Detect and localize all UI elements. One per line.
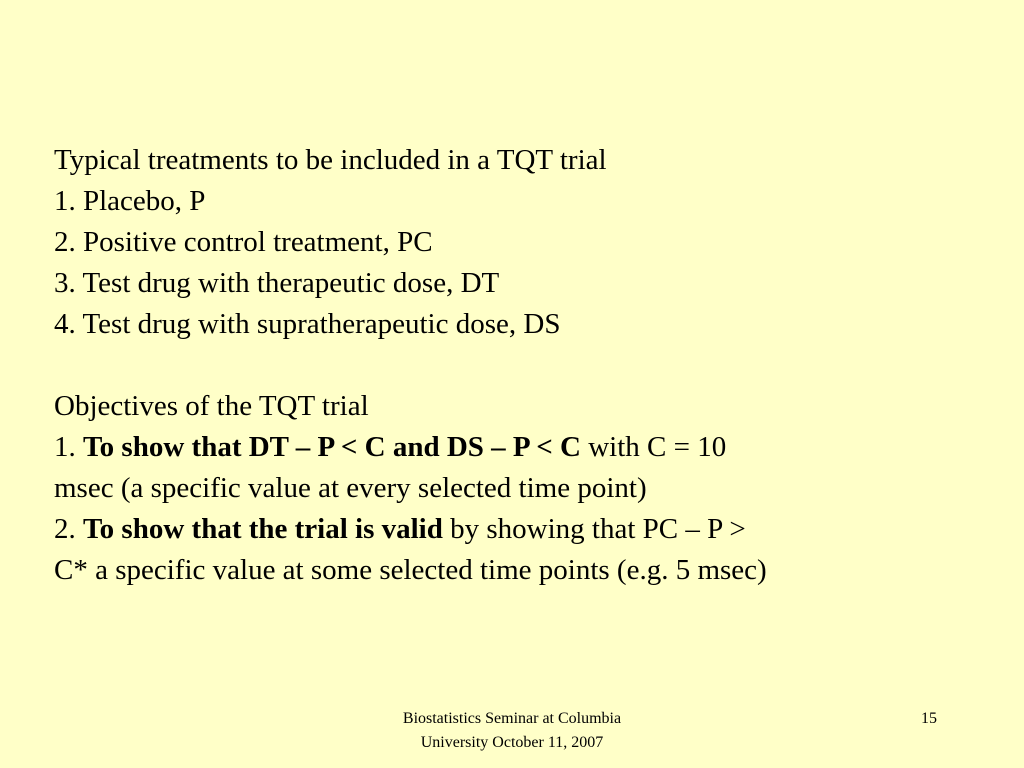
treatments-heading: Typical treatments to be included in a TQT trial [54, 144, 607, 176]
objective-2-bold-text: To show that the trial is valid [83, 513, 443, 545]
objective-2-rest-text: by showing that PC – P > [442, 513, 746, 545]
slide-body [54, 140, 954, 591]
footer-caption [362, 707, 662, 755]
treatment-item-therapeutic-dose: 3. Test drug with therapeutic dose, DT [54, 267, 500, 299]
page-number: 15 [921, 710, 937, 727]
footer-line-1: Biostatistics Seminar at Columbia [402, 710, 622, 727]
objective-2-line-2: C* a specific value at some selected time points (e.g. 5 msec) [54, 554, 767, 586]
objective-2-number: 2. [54, 513, 83, 545]
treatment-item-supratherapeutic-dose: 4. Test drug with supratherapeutic dose, DS [54, 308, 561, 340]
objective-1-rest-text: with C = 10 [580, 431, 727, 463]
treatment-item-positive-control: 2. Positive control treatment, PC [54, 226, 433, 258]
objectives-heading: Objectives of the TQT trial [54, 390, 369, 422]
treatment-item-placebo: 1. Placebo, P [54, 185, 206, 217]
objective-1-bold-text: To show that DT – P < C and DS – P < C [83, 431, 581, 463]
section-spacer [54, 345, 954, 386]
objective-1-line-2: msec (a specific value at every selected time point) [54, 472, 647, 504]
objective-1-line-1 [54, 427, 954, 468]
footer-line-2: University October 11, 2007 [420, 734, 604, 751]
objective-1-number: 1. [54, 431, 83, 463]
objective-2-line-1 [54, 509, 954, 550]
